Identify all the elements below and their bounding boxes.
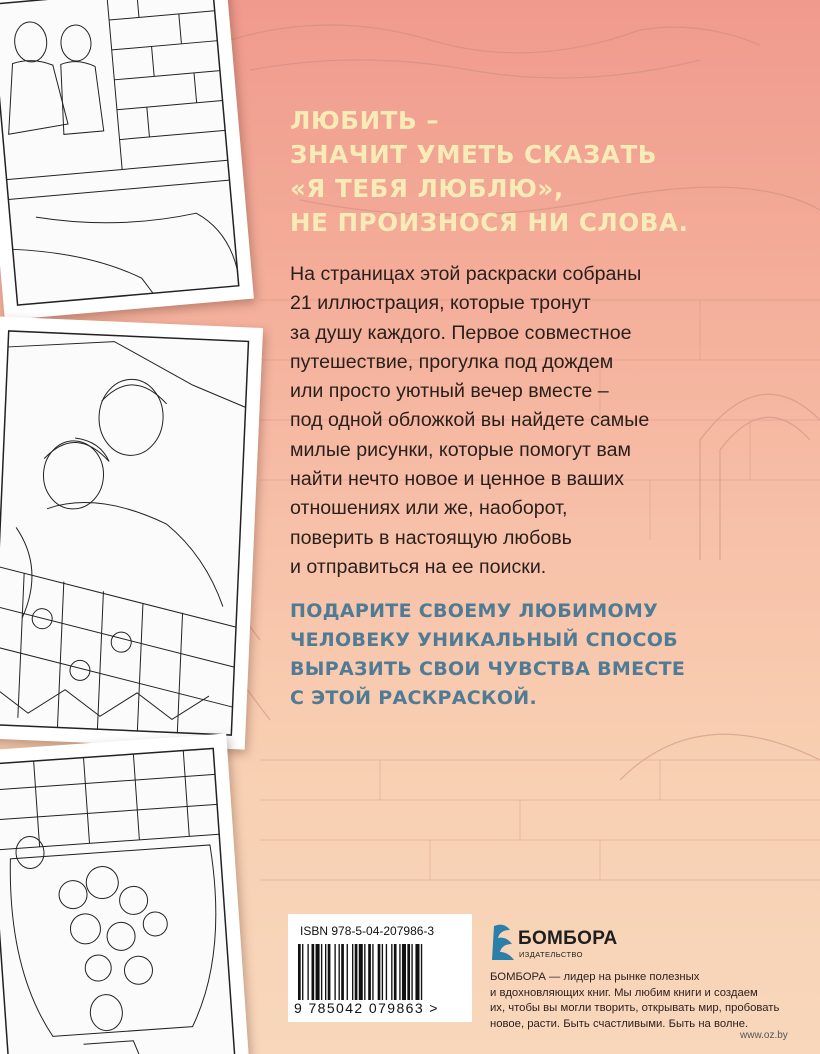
quote-line: НЕ ПРОИЗНОСЯ НИ СЛОВА. bbox=[290, 208, 689, 237]
quote-line: «Я ТЕБЯ ЛЮБЛЮ», bbox=[290, 174, 564, 203]
barcode-bar bbox=[411, 944, 412, 1000]
description-line: или просто уютный вечер вместе – bbox=[290, 380, 609, 403]
barcode-bar bbox=[352, 944, 353, 1000]
barcode-bar bbox=[402, 944, 406, 1000]
publisher-description bbox=[490, 970, 790, 1032]
illustration-card-couple-sleeping bbox=[0, 316, 263, 749]
barcode-digits: 9 785042 079863 > bbox=[294, 1000, 439, 1016]
barcode-bar bbox=[307, 944, 308, 1000]
watermark: www.oz.by bbox=[740, 1030, 788, 1041]
barcode-bar bbox=[386, 944, 387, 1000]
couple-bench-illustration bbox=[0, 0, 254, 320]
barcode-bar bbox=[312, 944, 315, 1000]
barcode-bar bbox=[341, 944, 344, 1000]
barcode-bar bbox=[334, 944, 335, 1000]
publisher-description-line: БОМБОРА — лидер на рынке полезных bbox=[490, 971, 700, 983]
description-line: поверить в настоящую любовь bbox=[290, 526, 572, 549]
barcode-bar bbox=[316, 944, 320, 1000]
description-line: милые рисунки, которые помогут вам bbox=[290, 438, 631, 461]
barcode-bar bbox=[372, 944, 373, 1000]
description-line: за душу каждого. Первое совместное bbox=[290, 321, 632, 344]
barcode-bar bbox=[378, 944, 381, 1000]
barcode-bar bbox=[347, 944, 348, 1000]
publisher-description-line: и вдохновляющих книг. Мы любим книги и создаем bbox=[490, 986, 758, 999]
barcode-bar bbox=[325, 944, 326, 1000]
barcode-box bbox=[288, 914, 472, 1022]
couple-sleeping-illustration bbox=[0, 316, 263, 749]
publisher-description-line: новое, расти. Быть счастливыми. Быть на волне. bbox=[490, 1017, 749, 1030]
barcode-bars bbox=[296, 944, 464, 1000]
barcode-bar bbox=[355, 944, 358, 1000]
description-line: путешествие, прогулка под дождем bbox=[290, 350, 614, 373]
barcode-bar bbox=[302, 944, 303, 1000]
description-line: отношениях или же, наоборот, bbox=[290, 497, 568, 520]
description-paragraph bbox=[290, 260, 720, 582]
cta-line: ВЫРАЗИТЬ СВОИ ЧУВСТВА ВМЕСТЕ bbox=[290, 658, 686, 680]
cta-line: ЧЕЛОВЕКУ УНИКАЛЬНЫЙ СПОСОБ bbox=[290, 629, 678, 651]
isbn-label: ISBN 978-5-04-207986-3 bbox=[300, 924, 435, 938]
cta-line: ПОДАРИТЕ СВОЕМУ ЛЮБИМОМУ bbox=[290, 600, 659, 622]
publisher-name: БОМБОРА bbox=[518, 928, 618, 949]
publisher-logo bbox=[490, 920, 620, 964]
description-line: под одной обложкой вы найдете самые bbox=[290, 409, 650, 432]
barcode-bar bbox=[364, 944, 365, 1000]
quote-line: ЗНАЧИТ УМЕТЬ СКАЗАТЬ bbox=[290, 140, 658, 169]
publisher-subtitle: ИЗДАТЕЛЬСТВО bbox=[519, 950, 583, 959]
bombora-wave-icon bbox=[490, 922, 516, 962]
barcode-bar bbox=[298, 944, 301, 1000]
quote-line: ЛЮБИТЬ – bbox=[290, 106, 440, 135]
illustration-card-couple-bench bbox=[0, 0, 254, 320]
quote-heading bbox=[290, 104, 790, 240]
description-line: найти нечто новое и ценное в ваших bbox=[290, 468, 625, 491]
barcode-bar bbox=[407, 944, 410, 1000]
barcode-bar bbox=[415, 944, 419, 1000]
barcode-bar bbox=[359, 944, 363, 1000]
barcode-bar bbox=[391, 944, 392, 1000]
couple-bath-illustration bbox=[0, 734, 249, 1054]
barcode-bar bbox=[394, 944, 397, 1000]
barcode-bar bbox=[399, 944, 400, 1000]
description-line: 21 иллюстрация, которые тронут bbox=[290, 292, 591, 315]
description-line: и отправиться на ее поиски. bbox=[290, 555, 547, 578]
cta-line: С ЭТОЙ РАСКРАСКОЙ. bbox=[290, 687, 538, 709]
barcode-bar bbox=[368, 944, 371, 1000]
illustration-card-couple-bath bbox=[0, 734, 249, 1054]
barcode-bar bbox=[382, 944, 383, 1000]
barcode-bar bbox=[328, 944, 331, 1000]
publisher-description-line: их, чтобы вы могли творить, открывать мир, пробовать bbox=[490, 1002, 780, 1014]
barcode-bar bbox=[421, 944, 422, 1000]
description-line: На страницах этой раскраски собраны bbox=[290, 263, 642, 285]
barcode-bar bbox=[321, 944, 322, 1000]
barcode-bar bbox=[339, 944, 340, 1000]
call-to-action bbox=[290, 597, 790, 713]
